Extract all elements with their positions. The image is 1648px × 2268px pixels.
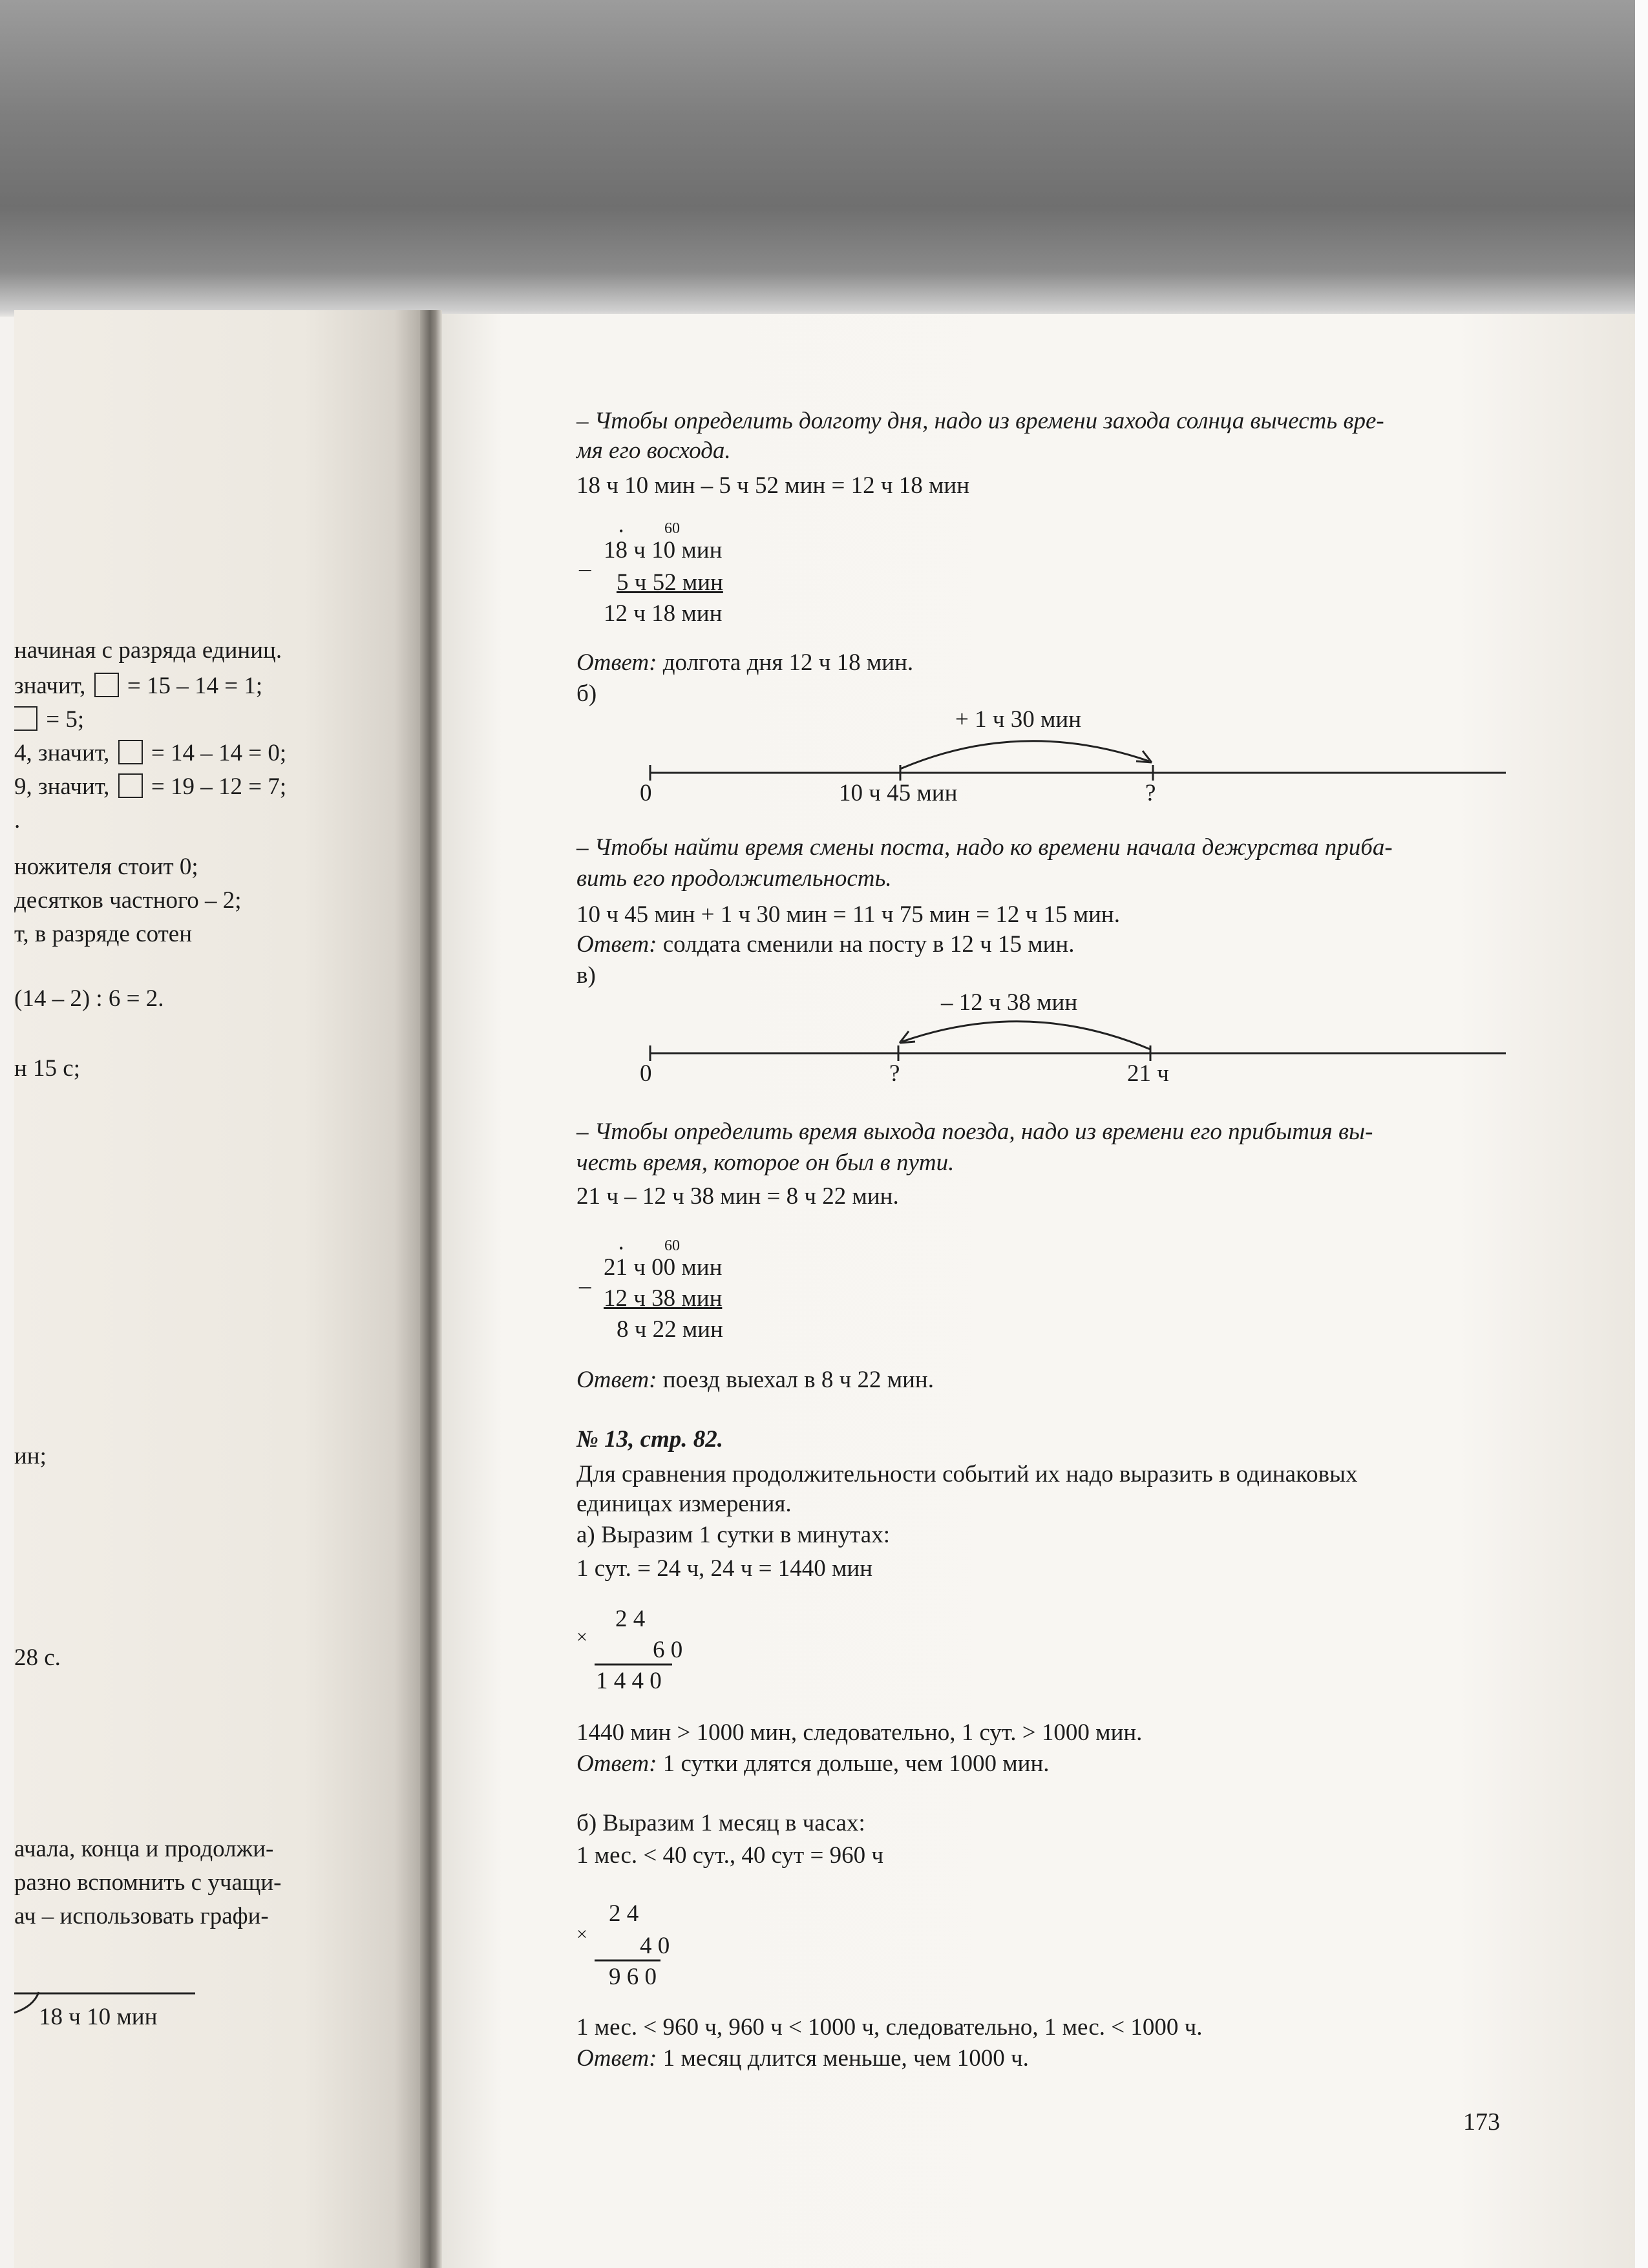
left-line: 9, значит, = 19 – 12 = 7;	[14, 773, 287, 800]
column-row: 5 ч 52 мин	[617, 569, 723, 596]
left-line: .	[14, 807, 21, 834]
left-line: десятков частного – 2;	[14, 887, 242, 914]
page-number: 173	[1463, 2108, 1500, 2136]
carry-digit: 60	[664, 520, 680, 537]
left-line: ин;	[14, 1443, 47, 1469]
left-line: ножителя стоит 0;	[14, 854, 198, 880]
left-line: начиная с разряда единиц.	[14, 637, 282, 664]
mult-row: 4 0	[640, 1933, 670, 1959]
column-row: 8 ч 22 мин	[617, 1316, 723, 1343]
answer-line: Ответ: солдата сменили на посту в 12 ч 15 мин.	[576, 931, 1075, 958]
borrow-dot: •	[619, 525, 624, 538]
left-line: 4, значит, = 14 – 14 = 0;	[14, 740, 287, 766]
left-line: н 15 с;	[14, 1055, 81, 1082]
column-row: 12 ч 38 мин	[604, 1285, 723, 1312]
column-row: 18 ч 10 мин	[604, 537, 723, 563]
tick-label: 10 ч 45 мин	[839, 780, 958, 806]
mult-row: 1 4 4 0	[596, 1668, 662, 1694]
equation: 21 ч – 12 ч 38 мин = 8 ч 22 мин.	[576, 1183, 899, 1210]
column-row: 12 ч 18 мин	[604, 600, 723, 627]
text-line: 1440 мин > 1000 мин, следовательно, 1 сут. > 1000 мин.	[576, 1719, 1143, 1746]
text-line: единицах измерения.	[576, 1491, 792, 1517]
tick-label: 0	[640, 1060, 652, 1087]
left-line: = 5;	[14, 706, 84, 734]
text-line: б) Выразим 1 месяц в часах:	[576, 1810, 865, 1836]
left-line: ач – использовать графи-	[14, 1903, 269, 1929]
equation: 1 мес. < 40 сут., 40 сут = 960 ч	[576, 1842, 883, 1869]
left-line: (14 – 2) : 6 = 2.	[14, 985, 164, 1012]
left-line: разно вспомнить с учащи-	[14, 1869, 282, 1896]
arc-label: – 12 ч 38 мин	[941, 989, 1078, 1016]
text-line: – Чтобы найти время смены поста, надо ко времени начала дежурства приба-	[576, 834, 1393, 861]
section-label: б)	[576, 680, 597, 707]
mult-row: 6 0	[653, 1637, 683, 1663]
text-line: Для сравнения продолжительности событий их надо выразить в одинаковых	[576, 1461, 1358, 1487]
left-line: значит, = 15 – 14 = 1;	[14, 673, 263, 699]
text-line: мя его восхода.	[576, 437, 731, 464]
mult-row: 2 4	[615, 1606, 646, 1632]
tick-label: ?	[1145, 780, 1156, 806]
minus-sign: _	[579, 547, 591, 574]
text-line: – Чтобы определить долготу дня, надо из времени захода солнца вычесть вре-	[576, 408, 1384, 434]
left-line: т, в разряде сотен	[14, 921, 192, 947]
carry-digit: 60	[664, 1237, 680, 1254]
text-line: честь время, которое он был в пути.	[576, 1150, 955, 1176]
tick-label: 21 ч	[1127, 1060, 1169, 1087]
multiply-sign: ×	[576, 1626, 587, 1648]
multiply-sign: ×	[576, 1924, 587, 1945]
arc-label: + 1 ч 30 мин	[955, 706, 1081, 733]
equation: 10 ч 45 мин + 1 ч 30 мин = 11 ч 75 мин = 12 ч 15 мин.	[576, 901, 1120, 928]
minus-sign: _	[579, 1265, 591, 1291]
text-line: – Чтобы определить время выхода поезда, надо из времени его прибытия вы-	[576, 1118, 1373, 1145]
answer-line: Ответ: 1 месяц длится меньше, чем 1000 ч.	[576, 2045, 1029, 2072]
section-label: в)	[576, 962, 596, 989]
equation: 18 ч 10 мин – 5 ч 52 мин = 12 ч 18 мин	[576, 472, 969, 499]
answer-line: Ответ: 1 сутки длятся дольше, чем 1000 мин.	[576, 1750, 1050, 1777]
text-line: а) Выразим 1 сутки в минутах:	[576, 1522, 890, 1548]
equation: 1 сут. = 24 ч, 24 ч = 1440 мин	[576, 1555, 873, 1582]
text-line: вить его продолжительность.	[576, 865, 892, 892]
answer-line: Ответ: поезд выехал в 8 ч 22 мин.	[576, 1367, 934, 1393]
left-line: ачала, конца и продолжи-	[14, 1836, 274, 1862]
text-line: 1 мес. < 960 ч, 960 ч < 1000 ч, следовательно, 1 мес. < 1000 ч.	[576, 2014, 1203, 2041]
mult-row: 2 4	[609, 1900, 639, 1927]
answer-line: Ответ: долгота дня 12 ч 18 мин.	[576, 649, 914, 676]
borrow-dot: •	[619, 1242, 624, 1255]
mult-row: 9 6 0	[609, 1964, 657, 1990]
column-row: 21 ч 00 мин	[604, 1254, 723, 1281]
exercise-heading: № 13, стр. 82.	[576, 1426, 724, 1453]
left-line: 28 с.	[14, 1644, 61, 1671]
left-line: 18 ч 10 мин	[39, 2004, 158, 2030]
tick-label: 0	[640, 780, 652, 806]
tick-label: ?	[889, 1060, 900, 1087]
